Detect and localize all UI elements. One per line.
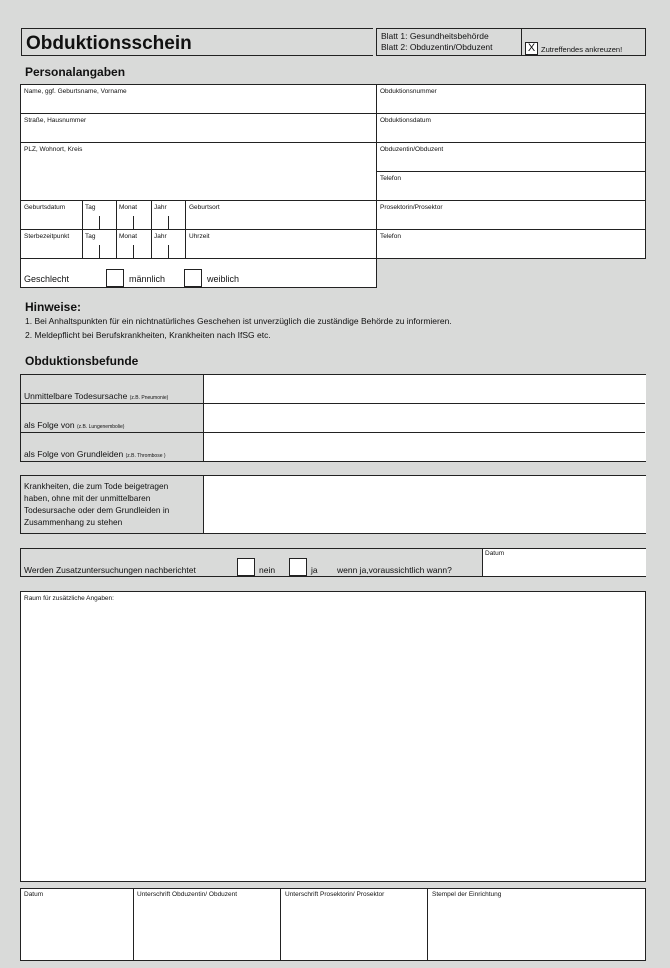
examiner-signature-field[interactable]: Unterschrift Obduzentin/ Obduzent — [137, 891, 238, 898]
death-year-field[interactable]: Jahr — [154, 233, 167, 240]
street-field[interactable]: Straße, Hausnummer — [24, 117, 87, 124]
additional-info-input[interactable] — [20, 591, 646, 882]
followup-date-label: Datum — [485, 550, 505, 557]
underlying-disease-example: (z.B. Thrombose ) — [125, 453, 166, 459]
underlying-disease-input[interactable] — [203, 433, 645, 461]
death-clock-field[interactable]: Uhrzeit — [189, 233, 210, 240]
example-checkbox: X — [525, 42, 538, 55]
additional-info-label: Raum für zusätzliche Angaben: — [24, 595, 114, 602]
personal-data-block — [20, 84, 377, 288]
check-instruction: Zutreffendes ankreuzen! — [541, 45, 623, 54]
male-label: männlich — [129, 274, 166, 284]
followup-yes-label: ja — [311, 565, 318, 575]
notes-heading: Hinweise: — [25, 300, 82, 314]
check-instruction-box — [522, 28, 646, 56]
signature-date-field[interactable]: Datum — [24, 891, 44, 898]
consequence-input[interactable] — [203, 404, 645, 431]
examiner-field[interactable]: Obduzentin/Obduzent — [380, 146, 444, 153]
contrib-line-2: haben, ohne mit der unmittelbaren — [24, 493, 151, 503]
contrib-line-3: Todesursache oder dem Grundleiden in — [24, 505, 170, 515]
contributing-diseases-label — [24, 480, 198, 528]
prosector-signature-field[interactable]: Unterschrift Prosektorin/ Prosektor — [285, 891, 385, 898]
name-field[interactable]: Name, ggf. Geburtsname, Vorname — [24, 88, 127, 95]
autopsy-number-field[interactable]: Obduktionsnummer — [380, 88, 437, 95]
followup-question: Werden Zusatzuntersuchungen nachberichtet — [24, 565, 196, 575]
birth-year-field[interactable]: Jahr — [154, 204, 167, 211]
contrib-line-1: Krankheiten, die zum Tode beigetragen — [24, 481, 169, 491]
birth-place-field[interactable]: Geburtsort — [189, 204, 220, 211]
immediate-cause-label: Unmittelbare Todesursache (z.B. Pneumonie) — [24, 391, 169, 401]
prosector-field[interactable]: Prosektorin/Prosektor — [380, 204, 443, 211]
female-checkbox[interactable] — [184, 269, 202, 287]
autopsy-date-field[interactable]: Obduktionsdatum — [380, 117, 431, 124]
sex-label: Geschlecht — [24, 274, 70, 284]
birth-date-label: Geburtsdatum — [24, 204, 66, 211]
consequence-label: als Folge von (z.B. Lungenembolie) — [24, 420, 125, 430]
sheet-distribution — [376, 28, 522, 56]
note-1: 1. Bei Anhaltspunkten für ein nichtnatürliches Geschehen ist unverzüglich die zuständige Behörde zu informieren. — [25, 316, 452, 326]
death-day-field[interactable]: Tag — [85, 233, 96, 240]
contributing-diseases-input[interactable] — [203, 476, 646, 533]
sheet-2-label: Blatt 2: Obduzentin/Obduzent — [381, 42, 493, 52]
form-title-box — [21, 28, 373, 56]
plz-city-field[interactable]: PLZ, Wohnort, Kreis — [24, 146, 83, 153]
signature-row — [20, 888, 646, 961]
birth-month-field[interactable]: Monat — [119, 204, 138, 211]
underlying-disease-label: als Folge von Grundleiden (z.B. Thrombose ) — [24, 449, 166, 459]
death-time-label: Sterbezeitpunkt — [24, 233, 70, 240]
contrib-line-4: Zusammenhang zu stehen — [24, 517, 123, 527]
followup-when-label: wenn ja,voraussichtlich wann? — [337, 565, 452, 575]
form-title: Obduktionsschein — [26, 33, 192, 54]
death-month-field[interactable]: Monat — [119, 233, 138, 240]
sheet-1-label: Blatt 1: Gesundheitsbehörde — [381, 31, 489, 41]
consequence-example: (z.B. Lungenembolie) — [76, 424, 125, 430]
male-checkbox[interactable] — [106, 269, 124, 287]
birth-day-field[interactable]: Tag — [85, 204, 96, 211]
female-label: weiblich — [207, 274, 240, 284]
immediate-cause-input[interactable] — [203, 376, 645, 403]
followup-yes-checkbox[interactable] — [289, 558, 307, 576]
note-2: 2. Meldepflicht bei Berufskrankheiten, Krankheiten nach IfSG etc. — [25, 330, 271, 340]
section-heading-personal: Personalangaben — [25, 65, 126, 79]
followup-no-label: nein — [259, 565, 276, 575]
prosector-phone-field[interactable]: Telefon — [380, 233, 401, 240]
section-heading-findings: Obduktionsbefunde — [25, 354, 139, 368]
followup-date-input[interactable] — [482, 549, 646, 576]
examiner-phone-field[interactable]: Telefon — [380, 175, 401, 182]
followup-no-checkbox[interactable] — [237, 558, 255, 576]
institution-stamp-field[interactable]: Stempel der Einrichtung — [432, 891, 502, 898]
immediate-cause-example: (z.B. Pneumonie) — [129, 395, 169, 401]
autopsy-data-block — [376, 84, 646, 259]
